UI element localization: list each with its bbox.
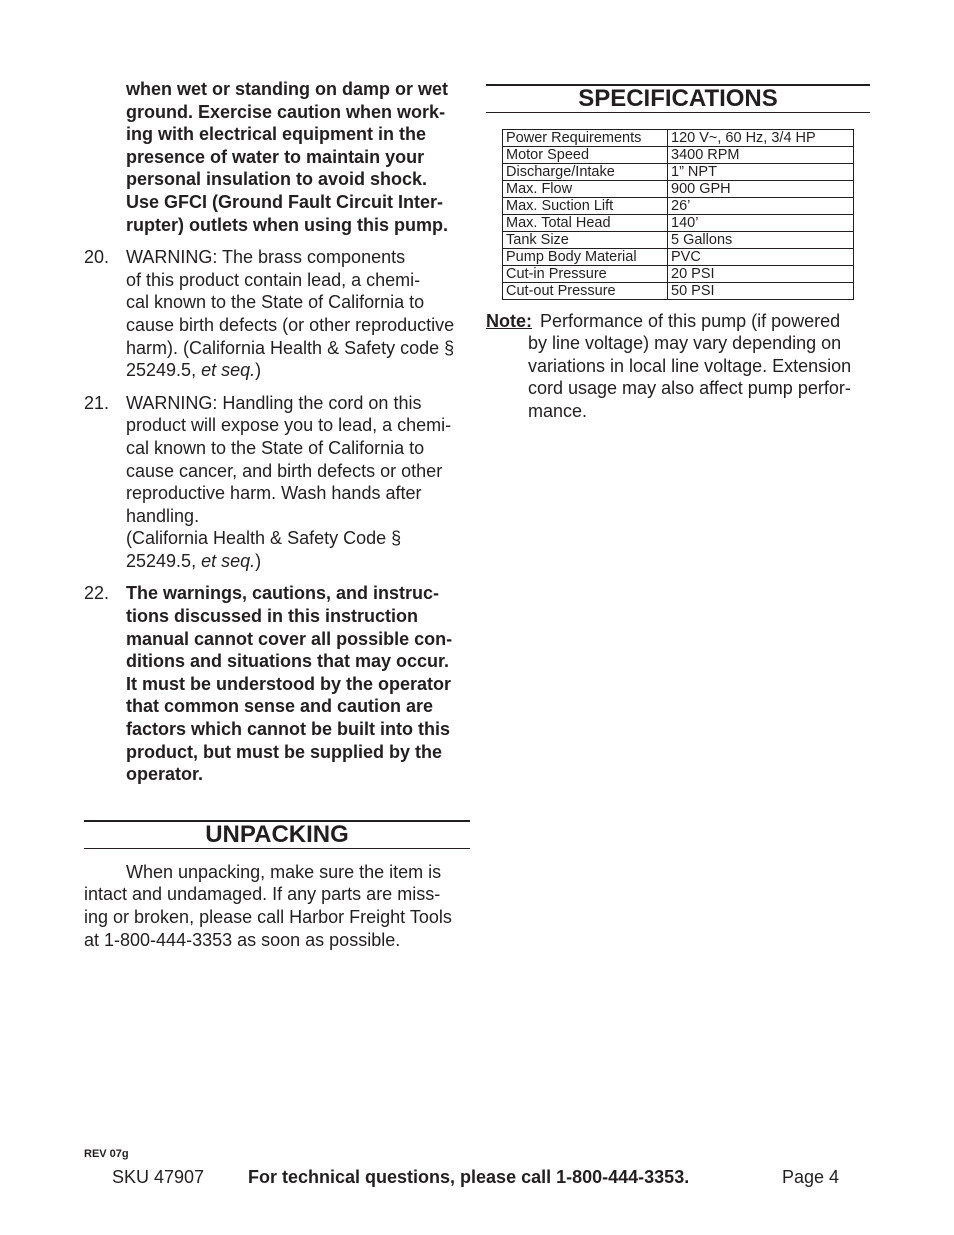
item-line: cal known to the State of California to bbox=[126, 292, 425, 313]
item-number: 22. bbox=[84, 583, 110, 604]
table-row bbox=[503, 266, 854, 283]
spec-label: Max. Flow bbox=[503, 181, 668, 198]
item-line: product, but must be supplied by the bbox=[126, 741, 443, 762]
item-line: The warnings, cautions, and instruc- bbox=[126, 583, 440, 604]
list-item-22 bbox=[84, 582, 470, 785]
intro-line: ing with electrical equipment in the bbox=[126, 124, 427, 145]
item-line: ditions and situations that may occur. bbox=[126, 651, 450, 672]
unpacking-line: When unpacking, make sure the item is bbox=[126, 861, 442, 882]
note-line: mance. bbox=[528, 400, 588, 421]
item-line bbox=[126, 550, 470, 573]
item-line: factors which cannot be built into this bbox=[126, 719, 451, 740]
spec-label: Cut-out Pressure bbox=[503, 283, 668, 300]
intro-line: personal insulation to avoid shock. bbox=[126, 169, 428, 190]
spec-label: Tank Size bbox=[503, 232, 668, 249]
intro-line: when wet or standing on damp or wet bbox=[126, 79, 449, 99]
item-line: tions discussed in this instruction bbox=[126, 606, 419, 627]
table-row bbox=[503, 164, 854, 181]
specifications-table bbox=[502, 129, 854, 300]
item-text bbox=[126, 582, 470, 785]
item-line bbox=[126, 359, 470, 382]
intro-line: presence of water to maintain your bbox=[126, 146, 425, 167]
right-column bbox=[486, 84, 870, 422]
spec-value: PVC bbox=[668, 249, 854, 266]
item-line: operator. bbox=[126, 764, 204, 785]
item-line: product will expose you to lead, a chemi- bbox=[126, 415, 452, 436]
note-first-line bbox=[486, 310, 870, 332]
left-column bbox=[84, 78, 470, 951]
table-row bbox=[503, 215, 854, 232]
item-line: WARNING: Handling the cord on this bbox=[126, 392, 422, 413]
code-ref: 25249.5, bbox=[126, 360, 202, 381]
spec-value: 3400 RPM bbox=[668, 147, 854, 164]
spec-value: 20 PSI bbox=[668, 266, 854, 283]
intro-warning bbox=[84, 78, 470, 236]
spec-label: Cut-in Pressure bbox=[503, 266, 668, 283]
paren: ) bbox=[255, 550, 262, 571]
item-number: 21. bbox=[84, 392, 110, 413]
spec-label: Discharge/Intake bbox=[503, 164, 668, 181]
footer-tech-support: For technical questions, please call 1-800-444-3353. bbox=[248, 1167, 690, 1187]
item-line: manual cannot cover all possible con- bbox=[126, 628, 453, 649]
table-row bbox=[503, 130, 854, 147]
et-seq: et seq. bbox=[201, 550, 256, 571]
paren: ) bbox=[255, 360, 262, 381]
list-item-21 bbox=[84, 392, 470, 573]
spec-value: 5 Gallons bbox=[668, 232, 854, 249]
spec-value: 900 GPH bbox=[668, 181, 854, 198]
note-continuation bbox=[486, 332, 870, 422]
spec-label: Max. Suction Lift bbox=[503, 198, 668, 215]
list-item-20 bbox=[84, 246, 470, 382]
unpacking-line: ing or broken, please call Harbor Freight Tools bbox=[84, 907, 452, 927]
item-line: cause birth defects (or other reproductive bbox=[126, 314, 455, 335]
item-text bbox=[126, 392, 470, 573]
table-row bbox=[503, 181, 854, 198]
spec-value: 26’ bbox=[668, 198, 854, 215]
table-row bbox=[503, 147, 854, 164]
item-text bbox=[126, 246, 470, 382]
spec-value: 120 V~, 60 Hz, 3/4 HP bbox=[668, 130, 854, 147]
spec-label: Motor Speed bbox=[503, 147, 668, 164]
unpacking-line: at 1-800-444-3353 as soon as possible. bbox=[84, 929, 401, 950]
intro-line: rupter) outlets when using this pump. bbox=[126, 214, 448, 235]
note-line: cord usage may also affect pump perfor- bbox=[528, 378, 851, 399]
et-seq: et seq. bbox=[201, 360, 256, 381]
item-line: It must be understood by the operator bbox=[126, 673, 452, 694]
note-line: by line voltage) may vary depending on bbox=[528, 333, 842, 354]
item-line: (California Health & Safety Code § bbox=[126, 528, 402, 549]
specifications-heading: SPECIFICATIONS bbox=[486, 84, 870, 113]
item-line: cal known to the State of California to bbox=[126, 437, 425, 458]
revision-code: REV 07g bbox=[84, 1148, 129, 1160]
unpacking-heading: UNPACKING bbox=[84, 820, 470, 849]
spec-label: Max. Total Head bbox=[503, 215, 668, 232]
intro-line: ground. Exercise caution when work- bbox=[126, 101, 446, 122]
unpacking-paragraph bbox=[84, 861, 470, 951]
table-row bbox=[503, 232, 854, 249]
note-line: variations in local line voltage. Extension bbox=[528, 355, 852, 376]
spec-value: 1” NPT bbox=[668, 164, 854, 181]
item-line: cause cancer, and birth defects or other bbox=[126, 460, 443, 481]
spec-label: Power Requirements bbox=[503, 130, 668, 147]
item-number: 20. bbox=[84, 247, 110, 268]
code-ref: 25249.5, bbox=[126, 550, 202, 571]
item-line: reproductive harm. Wash hands after bbox=[126, 483, 422, 504]
note-label: Note: bbox=[486, 311, 532, 331]
item-line: of this product contain lead, a chemi- bbox=[126, 269, 421, 290]
note-block bbox=[486, 310, 870, 422]
table-row bbox=[503, 283, 854, 300]
note-line: Performance of this pump (if powered bbox=[540, 311, 841, 331]
intro-line: Use GFCI (Ground Fault Circuit Inter- bbox=[126, 191, 444, 212]
item-line: harm). (California Health & Safety code § bbox=[126, 337, 455, 358]
spec-value: 140’ bbox=[668, 215, 854, 232]
spec-value: 50 PSI bbox=[668, 283, 854, 300]
item-line: handling. bbox=[126, 505, 200, 526]
unpacking-line: intact and undamaged. If any parts are miss- bbox=[84, 884, 441, 905]
table-row bbox=[503, 249, 854, 266]
item-line: that common sense and caution are bbox=[126, 696, 434, 717]
spec-label: Pump Body Material bbox=[503, 249, 668, 266]
footer-sku: SKU 47907 bbox=[112, 1167, 205, 1187]
table-row bbox=[503, 198, 854, 215]
footer-page-number: Page 4 bbox=[782, 1167, 840, 1187]
item-line: WARNING: The brass components bbox=[126, 247, 406, 268]
